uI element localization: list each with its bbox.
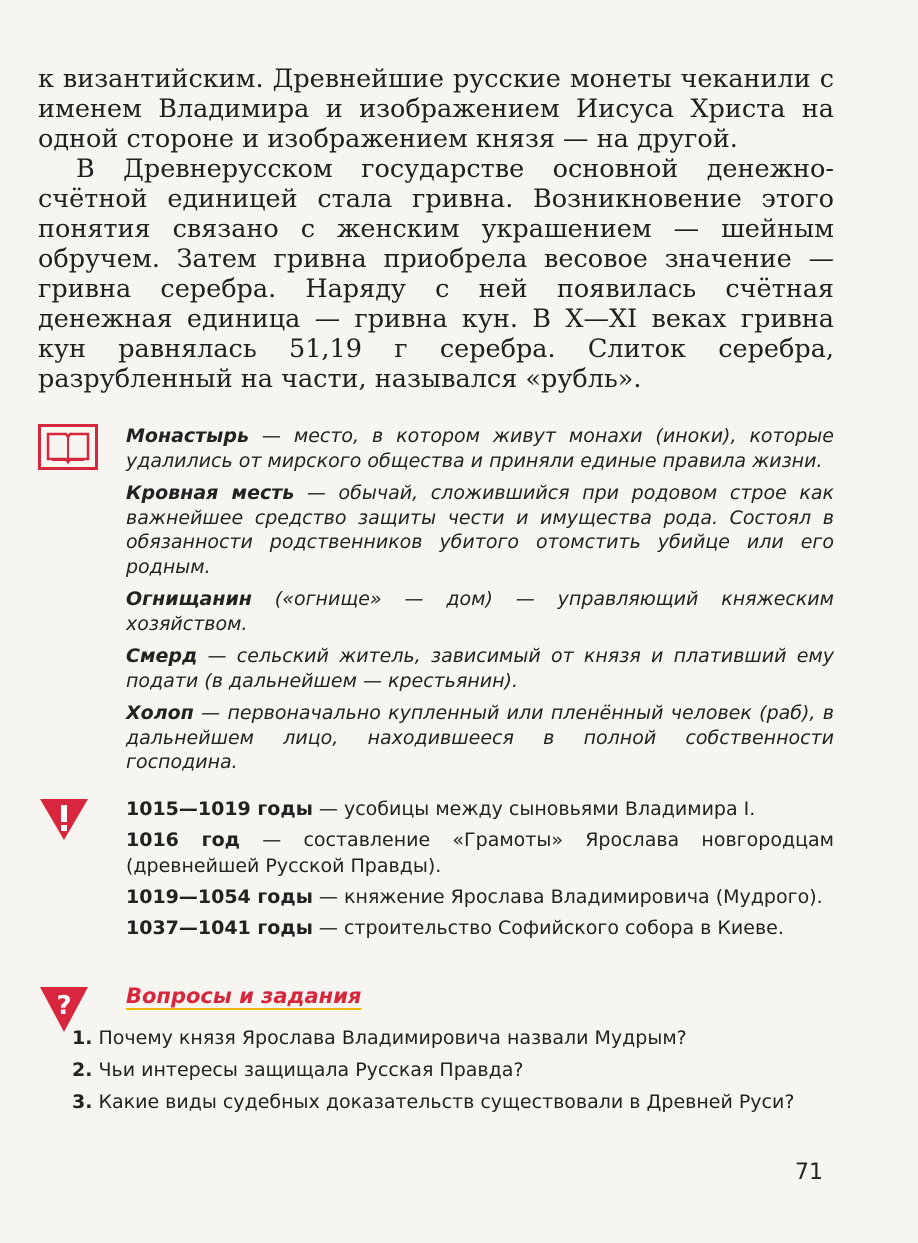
glossary-term: Холоп [126,702,194,724]
main-text [38,64,834,394]
exclamation-icon [38,796,90,842]
date-term: 1037—1041 годы [126,917,313,939]
date-term: 1019—1054 годы [126,886,313,908]
glossary-term: Огнищанин [126,588,252,610]
question-item [72,1022,834,1054]
glossary [126,424,834,783]
glossary-term: Смерд [126,645,198,667]
date-text: — составление «Грамоты» Ярослава новгородцам (древнейшей Русской Правды). [126,829,834,877]
glossary-item [126,481,834,579]
glossary-definition: — место, в котором живут монахи (иноки), которые удалились от мирского общества и приняли единые правила жизни. [126,425,834,472]
date-item [126,796,834,822]
paragraph-2: В Древнерусском государстве основной денежно-счётной единицей стала гривна. Возникновение этого понятия связано с женским украшением — шейным обручем. Затем гривна приобрела весовое значение — гривна серебра. Наряду с ней появилась счётная денежная единица — гривна кун. В X—XI веках гривна кун равнялась 51,19 г серебра. Слиток серебра, разрубленный на части, назывался «рубль». [38,154,834,394]
date-text: — усобицы между сыновьями Владимира I. [312,798,756,820]
glossary-definition: — первоначально купленный или пленённый человек (раб), в дальнейшем лицо, находившееся в полной собственности господина. [126,702,834,773]
glossary-definition: («огнище» — дом) — управляющий княжеским хозяйством. [126,588,834,635]
glossary-item [126,644,834,693]
paragraph-1: к византийским. Древнейшие русские монеты чеканили с именем Владимира и изображением Иисуса Христа на одной стороне и изображением князя — на другой. [38,64,834,154]
glossary-definition: — обычай, сложившийся при родовом строе как важнейшее средство защиты чести и имущества рода. Состоял в обязанности родственников убитого отомстить убийце или его родным. [126,482,834,578]
date-text: — княжение Ярослава Владимировича (Мудрого). [312,886,823,908]
question-number: 3. [72,1091,93,1113]
glossary-item [126,587,834,636]
question-item [72,1054,834,1086]
glossary-definition: — сельский житель, зависимый от князя и плативший ему подати (в дальнейшем — крестьянин). [126,645,834,692]
date-item [126,915,834,941]
date-item [126,884,834,910]
question-text: Почему князя Ярослава Владимировича назвали Мудрым? [92,1027,687,1049]
book-icon [38,424,98,470]
glossary-item [126,701,834,775]
questions-title: Вопросы и задания [126,984,362,1008]
glossary-term: Монастырь [126,425,249,447]
question-text: Чьи интересы защищала Русская Правда? [92,1059,524,1081]
question-text: Какие виды судебных доказательств существовали в Древней Руси? [92,1091,795,1113]
page-number: 71 [795,1160,823,1185]
key-dates [126,796,834,946]
questions-list [72,1022,834,1118]
date-text: — строительство Софийского собора в Киеве. [312,917,784,939]
glossary-term: Кровная месть [126,482,295,504]
glossary-item [126,424,834,473]
question-item [72,1086,834,1118]
svg-text:?: ? [56,991,72,1021]
date-term: 1015—1019 годы [126,798,313,820]
date-term: 1016 год [126,829,241,851]
question-number: 1. [72,1027,93,1049]
question-number: 2. [72,1059,93,1081]
date-item [126,827,834,879]
